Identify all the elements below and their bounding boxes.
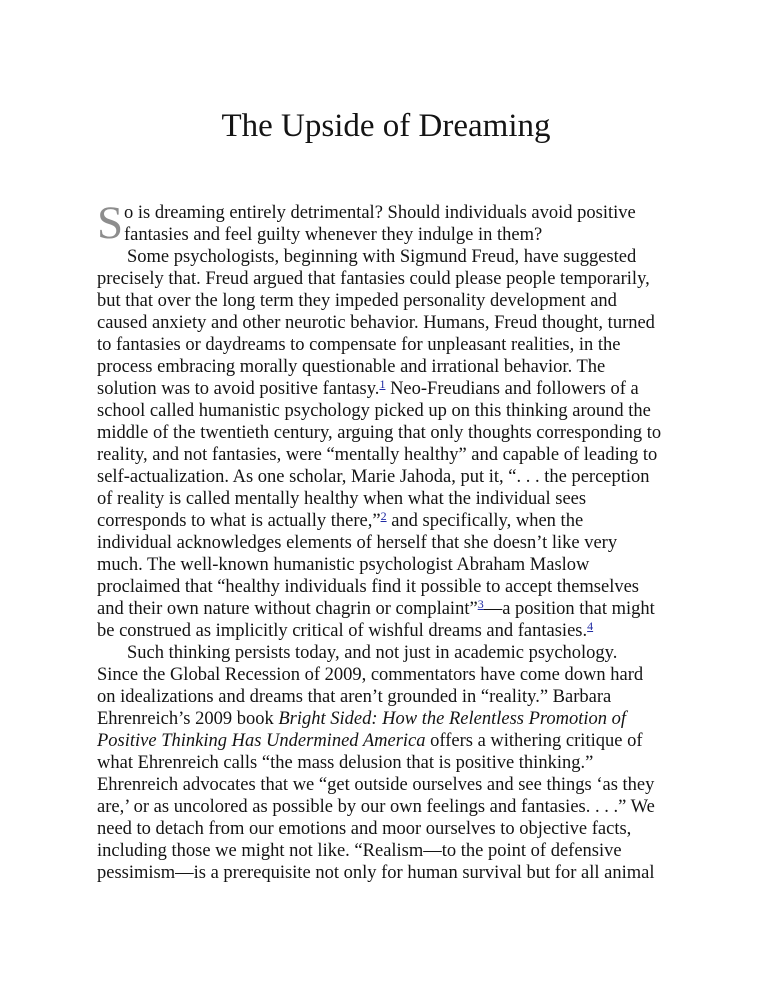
opening-paragraph: [97, 197, 697, 249]
footnote-ref: [587, 619, 593, 633]
text-line: Ehrenreich advocates that we “get outside ourselves and see things ‘as they: [97, 775, 655, 795]
text-line: pessimism—is a prerequisite not only for human survival but for all animal: [97, 863, 655, 883]
text-segment: Ehrenreich’s 2009 book: [97, 709, 279, 729]
text-line: are,’ or as uncolored as possible by our own feelings and fantasies. . . .” We: [97, 797, 655, 817]
footnote-link-1[interactable]: 1: [379, 377, 386, 391]
drop-cap: S: [97, 197, 124, 249]
chapter-title: The Upside of Dreaming: [221, 108, 551, 144]
text-segment: —a position that might: [483, 599, 655, 619]
text-line: self-actualization. As one scholar, Marie Jahoda, put it, “. . . the perception: [97, 467, 650, 487]
text-line: [97, 510, 697, 532]
text-line: caused anxiety and other neurotic behavior. Humans, Freud thought, turned: [97, 313, 655, 333]
text-segment: be construed as implicitly critical of wishful dreams and fantasies.: [97, 621, 588, 641]
text-line: middle of the twentieth century, arguing that only thoughts corresponding to: [97, 423, 662, 443]
footnote-link-2[interactable]: 2: [380, 509, 387, 523]
text-line: precisely that. Freud argued that fantasies could please people temporarily,: [97, 269, 650, 289]
text-line: on idealizations and dreams that aren’t grounded in “reality.” Barbara: [97, 687, 612, 707]
text-line: including those we might not like. “Realism—to the point of defensive: [97, 841, 622, 861]
book-title: Positive Thinking Has Undermined America: [97, 731, 426, 751]
text-line: need to detach from our emotions and moor ourselves to objective facts,: [97, 819, 632, 839]
text-line: [97, 730, 697, 752]
footnote-link-4[interactable]: 4: [587, 619, 594, 633]
text-segment: solution was to avoid positive fantasy.: [97, 379, 380, 399]
text-segment: offers a withering critique of: [425, 731, 643, 751]
text-line: school called humanistic psychology picked up on this thinking around the: [97, 401, 651, 421]
book-title: Bright Sided: How the Relentless Promotion of: [278, 709, 627, 729]
text-line: much. The well-known humanistic psychologist Abraham Maslow: [97, 555, 590, 575]
text-line: reality, and not fantasies, were “mentally healthy” and capable of leading to: [97, 445, 658, 465]
text-line: to fantasies or daydreams to compensate for unpleasant realities, in the: [97, 335, 621, 355]
text-line: proclaimed that “healthy individuals find it possible to accept themselves: [97, 577, 640, 597]
text-line: [97, 378, 697, 400]
text-line: what Ehrenreich calls “the mass delusion that is positive thinking.”: [97, 753, 594, 773]
text-line: o is dreaming entirely detrimental? Should individuals avoid positive: [124, 203, 636, 223]
text-segment: and specifically, when the: [386, 511, 584, 531]
text-line: fantasies and feel guilty whenever they indulge in them?: [124, 225, 543, 245]
text-segment: and their own nature without chagrin or complaint”: [97, 599, 478, 619]
text-line: process embracing morally questionable and irrational behavior. The: [97, 357, 606, 377]
text-line: [97, 708, 697, 730]
text-line: individual acknowledges elements of herself that she doesn’t like very: [97, 533, 618, 553]
text-line: Since the Global Recession of 2009, commentators have come down hard: [97, 665, 644, 685]
paragraph: [97, 642, 697, 884]
body-text: [97, 197, 697, 884]
footnote-link-3[interactable]: 3: [477, 597, 484, 611]
text-line: of reality is called mentally healthy when what the individual sees: [97, 489, 587, 509]
text-segment: Neo-Freudians and followers of a: [385, 379, 639, 399]
text-line: but that over the long term they impeded personality development and: [97, 291, 617, 311]
paragraph: [97, 246, 697, 642]
text-line: Some psychologists, beginning with Sigmund Freud, have suggested: [127, 247, 637, 267]
text-line: [97, 620, 697, 642]
text-line: [97, 598, 697, 620]
text-segment: corresponds to what is actually there,”: [97, 511, 381, 531]
text-line: Such thinking persists today, and not just in academic psychology.: [127, 643, 618, 663]
